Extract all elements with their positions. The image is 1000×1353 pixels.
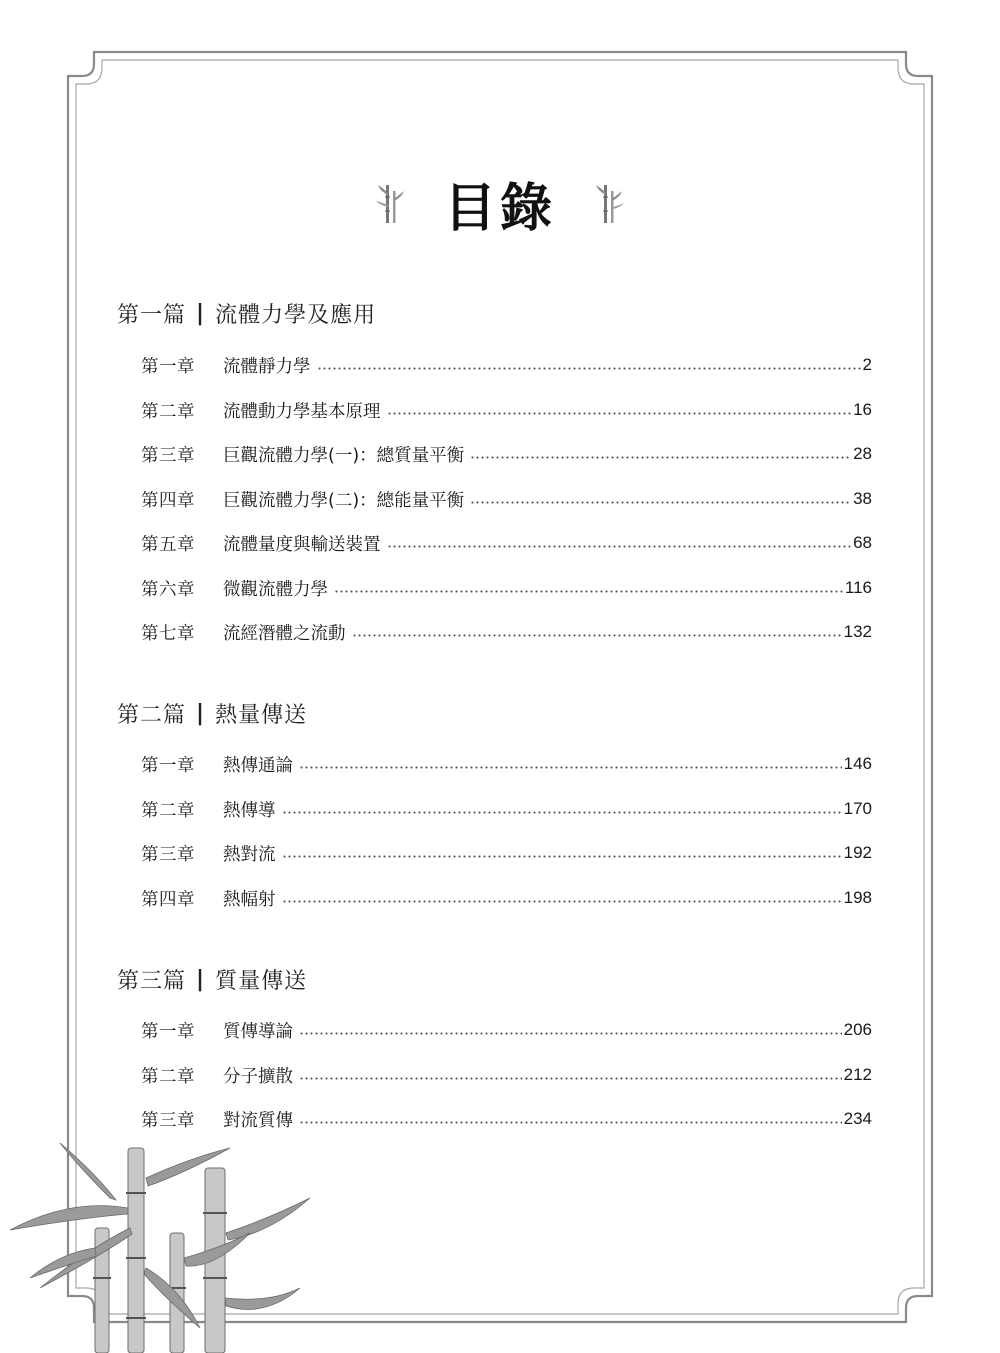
toc-entry[interactable] <box>141 352 872 378</box>
bamboo-left-icon <box>376 181 406 225</box>
part-separator: | <box>196 301 206 326</box>
part-heading <box>117 298 376 329</box>
leader-dots <box>334 590 843 593</box>
chapter-title: 熱對流 <box>223 844 276 865</box>
leader-dots <box>299 1077 842 1080</box>
leader-dots <box>352 634 842 637</box>
chapter-number: 第一章 <box>141 755 195 776</box>
part-name: 流體力學及應用 <box>215 303 377 328</box>
page-number: 116 <box>844 578 872 597</box>
chapter-number: 第四章 <box>141 889 195 910</box>
chapter-number: 第三章 <box>141 1110 195 1131</box>
leader-dots <box>387 545 852 548</box>
chapter-number: 第二章 <box>141 1066 195 1087</box>
page-number: 68 <box>853 533 872 552</box>
toc-entry[interactable] <box>141 796 872 822</box>
title-block <box>0 163 1000 243</box>
chapter-number: 第五章 <box>141 534 195 555</box>
leader-dots <box>282 900 842 903</box>
chapter-number: 第二章 <box>141 401 195 422</box>
toc-entry[interactable] <box>141 397 872 423</box>
chapter-title: 流體動力學基本原理 <box>223 401 381 422</box>
leader-dots <box>282 811 842 814</box>
leader-dots <box>299 1032 842 1035</box>
chapter-title: 流體靜力學 <box>223 356 311 377</box>
page-number: 170 <box>843 799 872 818</box>
bamboo-right-icon <box>594 181 624 225</box>
part-label: 第二篇 <box>117 703 187 728</box>
leader-dots <box>299 766 842 769</box>
chapter-title: 分子擴散 <box>223 1066 293 1087</box>
leader-dots <box>470 456 851 459</box>
chapter-title: 熱傳通論 <box>223 755 293 776</box>
leader-dots <box>470 501 851 504</box>
chapter-title: 質傳導論 <box>223 1021 293 1042</box>
toc-entry[interactable] <box>141 486 872 512</box>
part-label: 第三篇 <box>117 969 187 994</box>
part-name: 質量傳送 <box>215 969 308 994</box>
page-number: 192 <box>843 843 872 862</box>
toc-entry[interactable] <box>141 575 872 601</box>
chapter-title: 巨觀流體力學(一)：總質量平衡 <box>223 445 465 466</box>
toc-entry[interactable] <box>141 1106 872 1132</box>
toc-entry[interactable] <box>141 619 872 645</box>
toc-entry[interactable] <box>141 840 872 866</box>
chapter-number: 第三章 <box>141 445 195 466</box>
part-label: 第一篇 <box>117 303 187 328</box>
chapter-number: 第一章 <box>141 356 195 377</box>
page-number: 28 <box>853 444 872 463</box>
part-name: 熱量傳送 <box>215 703 308 728</box>
chapter-title: 熱傳導 <box>223 800 276 821</box>
chapter-number: 第三章 <box>141 844 195 865</box>
part-separator: | <box>196 967 206 992</box>
chapter-title: 流體量度與輸送裝置 <box>223 534 381 555</box>
page-number: 38 <box>853 489 872 508</box>
chapter-number: 第七章 <box>141 623 195 644</box>
page-number: 16 <box>853 400 872 419</box>
leader-dots <box>317 367 861 370</box>
chapter-title: 對流質傳 <box>223 1110 293 1131</box>
chapter-title: 微觀流體力學 <box>223 579 328 600</box>
page-number: 132 <box>843 622 872 641</box>
chapter-number: 第二章 <box>141 800 195 821</box>
part-heading <box>117 698 307 729</box>
toc-entry[interactable] <box>141 1017 872 1043</box>
toc-entry[interactable] <box>141 441 872 467</box>
chapter-title: 熱幅射 <box>223 889 276 910</box>
chapter-number: 第四章 <box>141 490 195 511</box>
part-separator: | <box>196 701 206 726</box>
toc-entry[interactable] <box>141 530 872 556</box>
page-number: 234 <box>843 1109 872 1128</box>
chapter-title: 流經潛體之流動 <box>223 623 346 644</box>
page-number: 146 <box>843 754 872 773</box>
chapter-title: 巨觀流體力學(二)：總能量平衡 <box>223 490 465 511</box>
page-number: 198 <box>843 888 872 907</box>
toc-entry[interactable] <box>141 751 872 777</box>
leader-dots <box>299 1121 842 1124</box>
chapter-number: 第一章 <box>141 1021 195 1042</box>
page-number: 212 <box>843 1065 872 1084</box>
bamboo-illustration <box>0 1138 330 1353</box>
toc-entry[interactable] <box>141 885 872 911</box>
leader-dots <box>387 412 852 415</box>
page-number: 2 <box>862 355 872 374</box>
toc-entry[interactable] <box>141 1062 872 1088</box>
part-heading <box>117 964 307 995</box>
page-title: 目錄 <box>443 177 556 239</box>
chapter-number: 第六章 <box>141 579 195 600</box>
leader-dots <box>282 855 842 858</box>
page-number: 206 <box>843 1020 872 1039</box>
